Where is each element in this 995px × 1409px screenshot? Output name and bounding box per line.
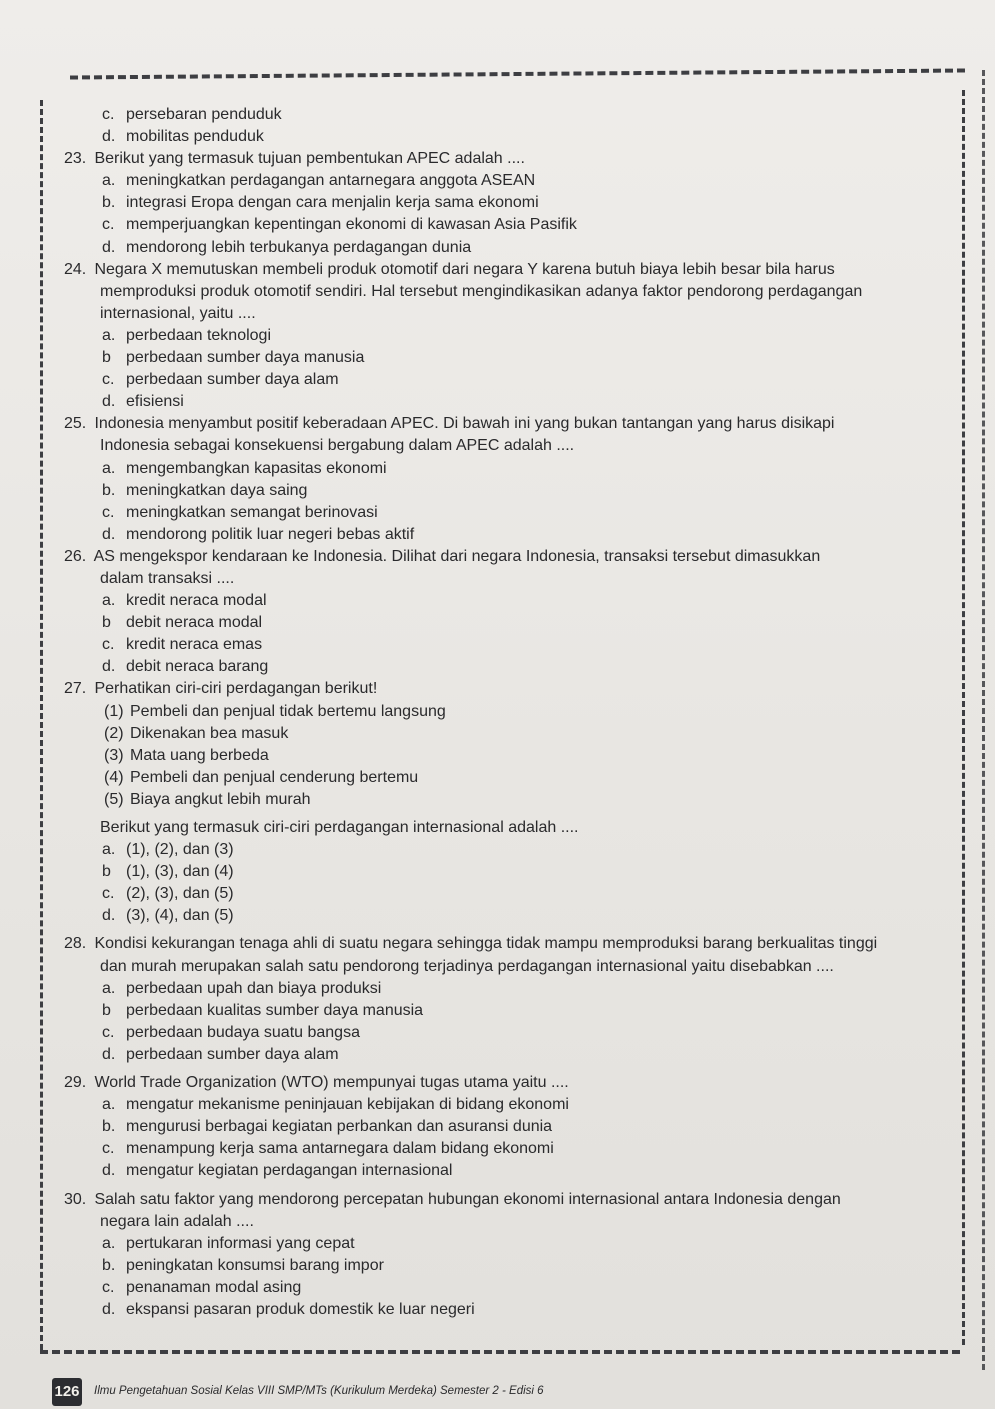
option: d. mengatur kegiatan perdagangan internasional: [102, 1162, 453, 1180]
option: d. (3), (4), dan (5): [102, 907, 234, 925]
option: d. mobilitas penduduk: [102, 128, 264, 146]
option: a. mengembangkan kapasitas ekonomi: [102, 459, 387, 477]
question-30: 30. Salah satu faktor yang mendorong percepatan hubungan ekonomi internasional antara Indonesia dengan: [64, 1190, 841, 1208]
option: c. meningkatkan semangat berinovasi: [102, 503, 378, 521]
statement-item: (5) Biaya angkut lebih murah: [104, 790, 311, 808]
question-text: Berikut yang termasuk ciri-ciri perdagangan internasional adalah ....: [100, 819, 579, 836]
option: c. menampung kerja sama antarnegara dalam bidang ekonomi: [102, 1140, 554, 1158]
option: c. penanaman modal asing: [102, 1278, 302, 1296]
option: b. mengurusi berbagai kegiatan perbankan dan asuransi dunia: [102, 1118, 553, 1136]
question-24: 24. Negara X memutuskan membeli produk otomotif dari negara Y karena butuh biaya lebih besar bila harus: [64, 260, 835, 278]
option: d. debit neraca barang: [102, 658, 269, 676]
page-number-badge: 126: [52, 1378, 82, 1406]
option: d. ekspansi pasaran produk domestik ke luar negeri: [102, 1300, 475, 1318]
option: d. mendorong lebih terbukanya perdagangan dunia: [102, 238, 472, 256]
question-26: 26. AS mengekspor kendaraan ke Indonesia. Dilihat dari negara Indonesia, transaksi tersebut dimasukkan: [64, 547, 821, 565]
option: a. mengatur mekanisme peninjauan kebijakan di bidang ekonomi: [102, 1096, 569, 1114]
question-text: internasional, yaitu ....: [100, 304, 256, 322]
question-23: 23. Berikut yang termasuk tujuan pembentukan APEC adalah ....: [64, 150, 525, 168]
option: a. pertukaran informasi yang cepat: [102, 1234, 355, 1252]
option: c. kredit neraca emas: [102, 636, 263, 654]
statement-item: (4) Pembeli dan penjual cenderung bertemu: [104, 768, 419, 786]
question-text: dan murah merupakan salah satu pendorong terjadinya perdagangan internasional yaitu disebabkan ....: [100, 957, 834, 975]
option: c. persebaran penduduk: [102, 106, 282, 123]
question-25: 25. Indonesia menyambut positif keberadaan APEC. Di bawah ini yang bukan tantangan yang harus disikapi: [64, 415, 835, 433]
question-text: dalam transaksi ....: [100, 569, 235, 587]
frame-right-outer-dashes: [982, 70, 985, 1370]
option: a. kredit neraca modal: [102, 592, 267, 610]
option: a. perbedaan teknologi: [102, 326, 272, 344]
option: d. mendorong politik luar negeri bebas aktif: [102, 525, 415, 543]
statement-item: (1) Pembeli dan penjual tidak bertemu langsung: [104, 702, 446, 720]
frame-bottom-dashes: [40, 1350, 960, 1354]
option: b debit neraca modal: [102, 614, 263, 632]
option: a. perbedaan upah dan biaya produksi: [102, 979, 382, 997]
option: d. efisiensi: [102, 393, 184, 411]
statement-item: (3) Mata uang berbeda: [104, 746, 269, 764]
option: a. (1), (2), dan (3): [102, 841, 234, 859]
question-28: 28. Kondisi kekurangan tenaga ahli di suatu negara sehingga tidak mampu memproduksi barang berkualitas tinggi: [64, 935, 878, 953]
option: b. meningkatkan daya saing: [102, 481, 308, 499]
option: b (1), (3), dan (4): [102, 863, 234, 881]
question-27: 27. Perhatikan ciri-ciri perdagangan berikut!: [64, 680, 378, 698]
frame-top-dashes: [70, 68, 965, 79]
option: c. (2), (3), dan (5): [102, 885, 234, 903]
page-footer: [52, 1378, 952, 1406]
option: d. perbedaan sumber daya alam: [102, 1045, 339, 1063]
statement-item: (2) Dikenakan bea masuk: [104, 724, 289, 742]
option: c. memperjuangkan kepentingan ekonomi di kawasan Asia Pasifik: [102, 216, 577, 234]
option: b perbedaan kualitas sumber daya manusia: [102, 1001, 424, 1019]
question-list: [64, 104, 964, 1321]
book-title: Ilmu Pengetahuan Sosial Kelas VIII SMP/MTs (Kurikulum Merdeka) Semester 2 - Edisi 6: [94, 1385, 544, 1397]
frame-left-dashes: [40, 100, 43, 1350]
option: b. integrasi Eropa dengan cara menjalin kerja sama ekonomi: [102, 194, 539, 212]
option: c. perbedaan budaya suatu bangsa: [102, 1023, 360, 1041]
option: a. meningkatkan perdagangan antarnegara anggota ASEAN: [102, 172, 536, 190]
option: b. peningkatan konsumsi barang impor: [102, 1256, 384, 1274]
question-29: 29. World Trade Organization (WTO) mempunyai tugas utama yaitu ....: [64, 1074, 569, 1092]
option: c. perbedaan sumber daya alam: [102, 371, 339, 389]
question-text: Indonesia sebagai konsekuensi bergabung dalam APEC adalah ....: [100, 437, 575, 455]
question-text: negara lain adalah ....: [100, 1212, 254, 1230]
question-text: memproduksi produk otomotif sendiri. Hal tersebut mengindikasikan adanya faktor pendorong perdagangan: [100, 282, 863, 300]
option: b perbedaan sumber daya manusia: [102, 349, 365, 367]
